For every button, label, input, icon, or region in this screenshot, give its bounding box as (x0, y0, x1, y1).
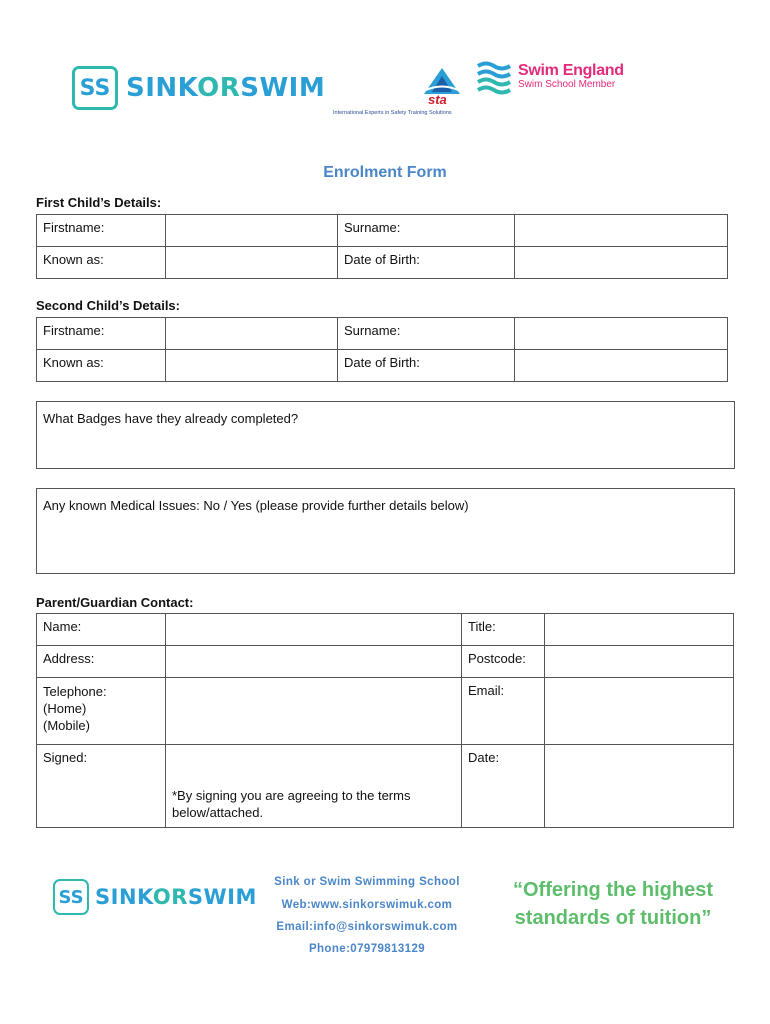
first-child-table (36, 214, 728, 279)
second-child-dob-field[interactable] (515, 350, 728, 382)
parent-email-label: Email: (462, 678, 545, 745)
form-title: Enrolment Form (323, 164, 447, 181)
parent-address-field[interactable] (166, 646, 462, 678)
signing-note-line-2: below/attached. (172, 805, 264, 820)
parent-name-label: Name: (37, 614, 166, 646)
medical-question: Any known Medical Issues: No / Yes (please provide further details below) (43, 498, 469, 513)
footer-logo-word-or: OR (152, 885, 188, 909)
parent-signature-field[interactable] (166, 745, 462, 828)
first-child-firstname-label: Firstname: (37, 215, 166, 247)
logo-word-sink: SINK (126, 73, 198, 103)
parent-heading: Parent/Guardian Contact: (36, 595, 194, 610)
second-child-heading: Second Child’s Details: (36, 298, 180, 313)
logo-wordmark (126, 73, 325, 103)
parent-telephone-label: Telephone: (43, 684, 107, 699)
first-child-known-as-field[interactable] (166, 247, 338, 279)
footer-phone: Phone:07979813129 (308, 943, 426, 955)
ss-badge-icon: SS (72, 66, 118, 110)
second-child-dob-label: Date of Birth: (338, 350, 515, 382)
logo-word-swim: SWIM (240, 73, 326, 103)
footer-logo-wordmark (95, 885, 257, 909)
swim-england-subtitle: Swim School Member (518, 79, 616, 90)
parent-postcode-field[interactable] (545, 646, 734, 678)
parent-home-label: (Home) (43, 701, 87, 716)
footer-web-link[interactable]: Web:www.sinkorswimuk.com (281, 899, 453, 911)
first-child-heading: First Child’s Details: (36, 195, 162, 210)
parent-title-label: Title: (462, 614, 545, 646)
second-child-surname-label: Surname: (338, 318, 515, 350)
badges-box[interactable] (36, 401, 735, 469)
first-child-known-as-label: Known as: (37, 247, 166, 279)
parent-title-field[interactable] (545, 614, 734, 646)
second-child-table (36, 317, 728, 382)
table-row (37, 678, 734, 745)
second-child-firstname-field[interactable] (166, 318, 338, 350)
swim-england-waves-icon (475, 60, 513, 96)
first-child-surname-label: Surname: (338, 215, 515, 247)
table-row (37, 350, 728, 382)
footer-logo-word-swim: SWIM (187, 885, 257, 909)
first-child-dob-label: Date of Birth: (338, 247, 515, 279)
parent-table (36, 613, 734, 828)
footer-ss-badge-icon: SS (53, 879, 89, 915)
parent-email-field[interactable] (545, 678, 734, 745)
badges-question: What Badges have they already completed? (43, 411, 299, 426)
table-row (37, 646, 734, 678)
parent-postcode-label: Postcode: (462, 646, 545, 678)
parent-address-label: Address: (37, 646, 166, 678)
logo-word-or: OR (197, 73, 241, 103)
first-child-surname-field[interactable] (515, 215, 728, 247)
parent-telephone-field[interactable] (166, 678, 462, 745)
table-row (37, 318, 728, 350)
parent-date-label: Date: (462, 745, 545, 828)
parent-telephone-label-cell (37, 678, 166, 745)
second-child-known-as-field[interactable] (166, 350, 338, 382)
second-child-known-as-label: Known as: (37, 350, 166, 382)
footer-school-name: Sink or Swim Swimming School (274, 876, 460, 888)
second-child-firstname-label: Firstname: (37, 318, 166, 350)
footer-logo-word-sink: SINK (95, 885, 153, 909)
sta-logo-text: sta (428, 92, 447, 107)
sta-tagline: International Experts in Safety Training Solutions (333, 110, 452, 116)
medical-box[interactable] (36, 488, 735, 574)
table-row (37, 745, 734, 828)
signing-note-line-1: *By signing you are agreeing to the terms (172, 788, 411, 803)
tagline-line-2: standards of tuition” (514, 907, 712, 929)
footer-email-link[interactable]: Email:info@sinkorswimuk.com (276, 921, 458, 933)
parent-mobile-label: (Mobile) (43, 718, 90, 733)
tagline-line-1: “Offering the highest (513, 879, 713, 901)
first-child-dob-field[interactable] (515, 247, 728, 279)
swim-england-title: Swim England (518, 62, 624, 79)
table-row (37, 614, 734, 646)
table-row (37, 247, 728, 279)
parent-name-field[interactable] (166, 614, 462, 646)
table-row (37, 215, 728, 247)
first-child-firstname-field[interactable] (166, 215, 338, 247)
footer-tagline (488, 876, 738, 932)
parent-date-field[interactable] (545, 745, 734, 828)
second-child-surname-field[interactable] (515, 318, 728, 350)
parent-signed-label: Signed: (37, 745, 166, 828)
